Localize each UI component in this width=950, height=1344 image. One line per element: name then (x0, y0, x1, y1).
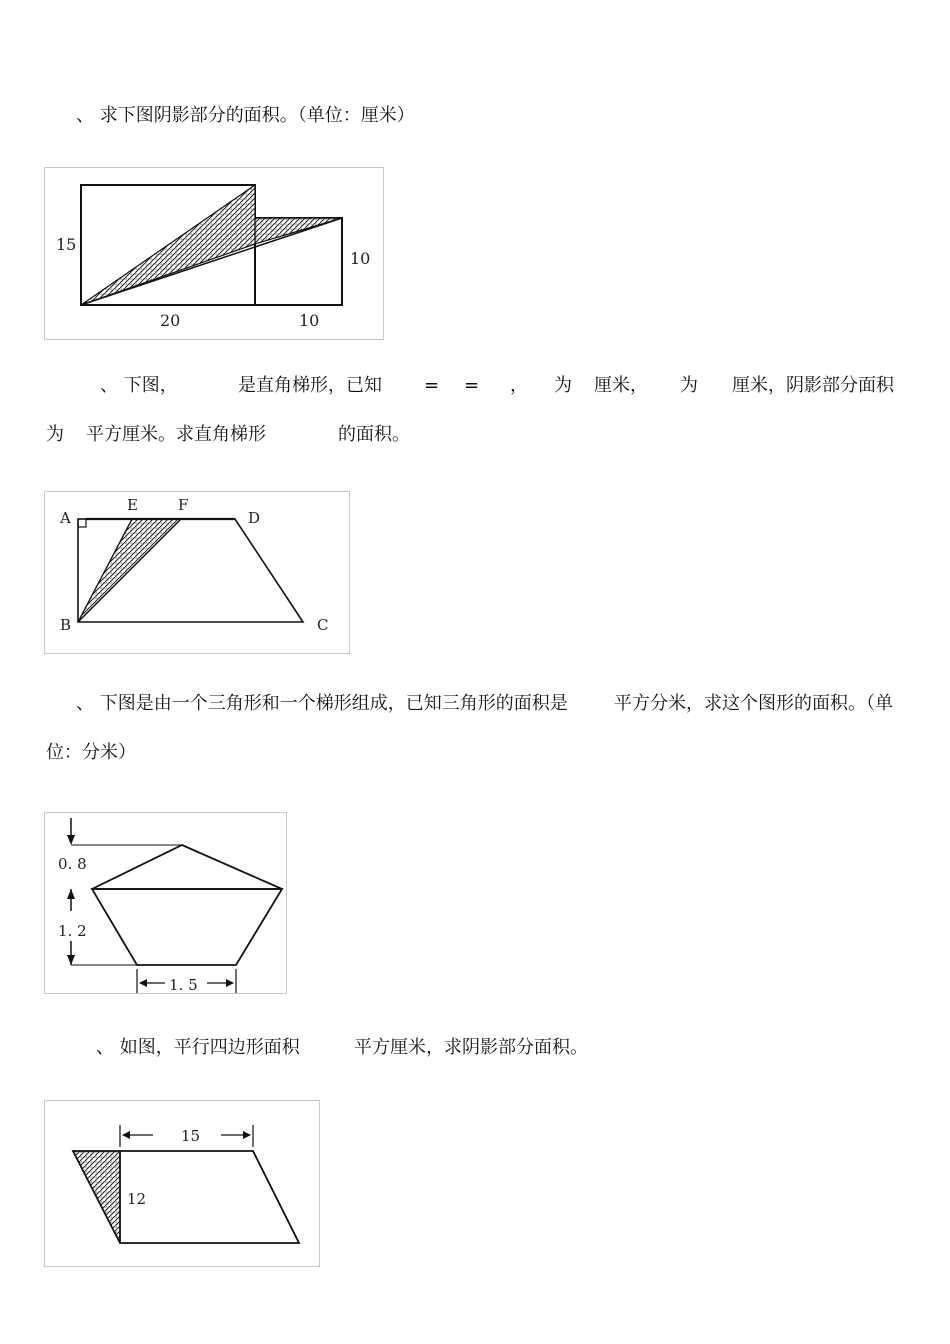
q2-seg-2: 是直角梯形，已知 (238, 375, 382, 396)
q2-seg-8: 为 (680, 375, 698, 396)
q2-seg-12: 的面积。 (338, 424, 410, 445)
q2-seg-6: 为 (554, 375, 572, 396)
label-1-2: 1. 2 (58, 922, 87, 940)
label-15: 15 (181, 1127, 201, 1145)
label-12: 12 (127, 1190, 147, 1208)
label-10-right: 10 (350, 249, 371, 268)
q2-seg-11: 平方厘米。求直角梯形 (86, 424, 266, 445)
q2-seg-7: 厘米， (594, 375, 648, 396)
triangle (92, 845, 282, 889)
point-c: C (317, 616, 329, 634)
label-1-5: 1. 5 (169, 976, 198, 994)
q3-seg-2: 平方分米，求这个图形的面积。（单 (614, 693, 893, 714)
point-f: F (178, 496, 189, 514)
point-d: D (248, 509, 261, 527)
point-e: E (127, 496, 138, 514)
q4-seg-2: 平方厘米，求阴影部分面积。 (354, 1037, 588, 1058)
label-15: 15 (56, 235, 77, 254)
figure-3 (44, 812, 287, 994)
point-b: B (60, 616, 72, 634)
q2-seg-5: ， (510, 375, 528, 396)
q3-seg-1: 、 下图是由一个三角形和一个梯形组成，已知三角形的面积是 (76, 693, 568, 714)
q2-seg-9: 厘米，阴影部分面积 (732, 375, 894, 396)
point-a: A (60, 509, 71, 527)
figure-1 (44, 167, 384, 340)
question-1-text: 、 求下图阴影部分的面积。（单位：厘米） (76, 105, 415, 126)
q4-seg-1: 、 如图，平行四边形面积 (96, 1037, 300, 1058)
q2-seg-1: 、 下图， (100, 375, 178, 396)
label-20: 20 (160, 311, 181, 330)
question-3-line-2: 位：分米） (46, 742, 136, 763)
q2-seg-10: 为 (46, 424, 64, 445)
label-10-bottom: 10 (299, 311, 320, 330)
figure-2 (44, 491, 350, 654)
trapezoid (92, 889, 282, 965)
label-0-8: 0. 8 (58, 855, 87, 873)
figure-4 (44, 1100, 320, 1267)
q2-seg-3: = (424, 375, 440, 396)
q2-seg-4: = (464, 375, 480, 396)
shaded-triangle-left (81, 185, 255, 305)
